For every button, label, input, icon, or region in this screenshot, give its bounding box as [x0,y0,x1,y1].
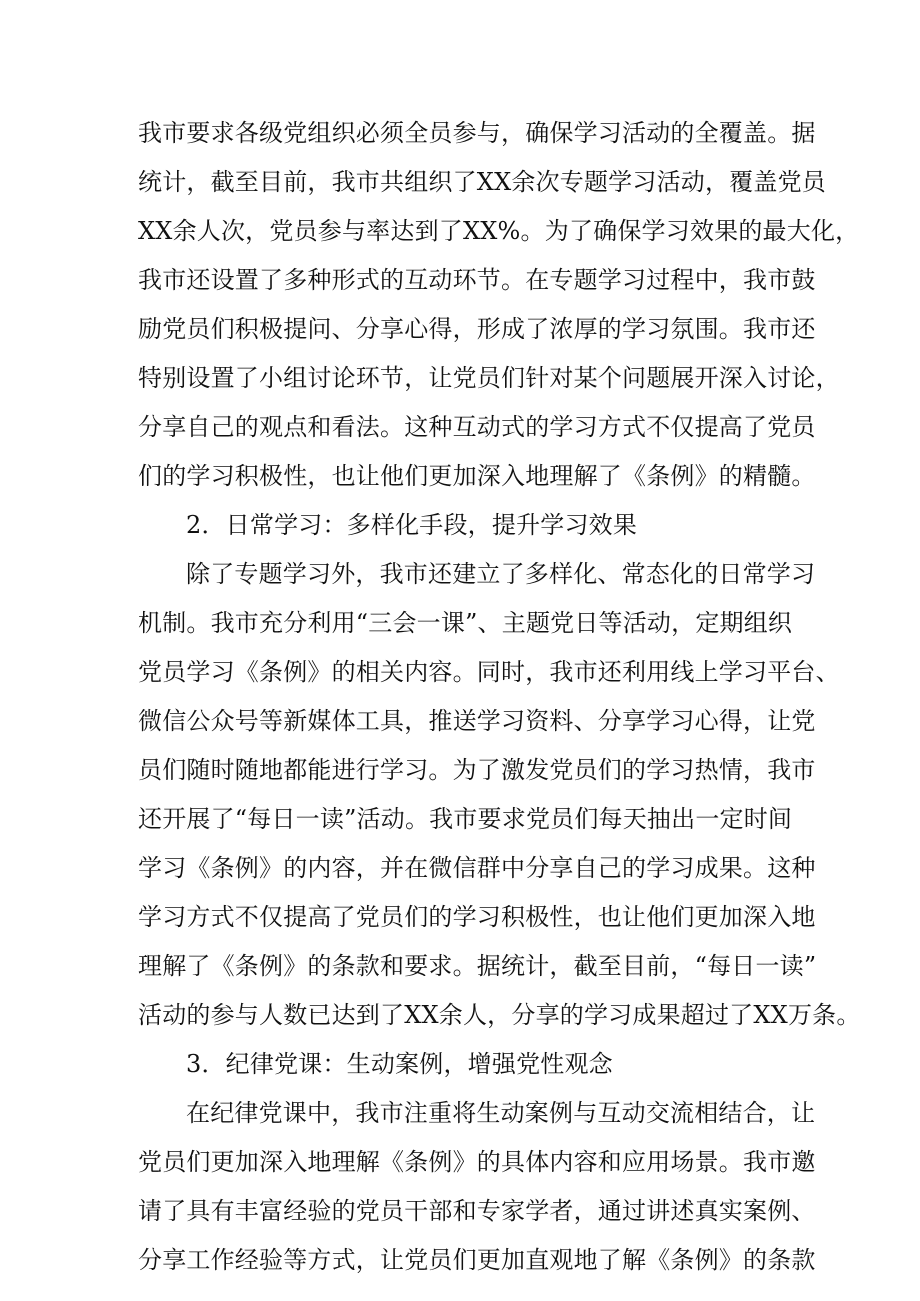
paragraph-line: 机制。我市充分利用“三会一课”、主题党日等活动，定期组织 [138,609,793,637]
paragraph-line: 学习方式不仅提高了党员们的学习积极性，也让他们更加深入地 [138,903,816,931]
paragraph-line: 们的学习积极性，也让他们更加深入地理解了《条例》的精髓。 [138,462,816,490]
paragraph-line: 理解了《条例》的条款和要求。据统计，截至目前，“每日一读” [138,952,817,980]
paragraph-line: 活动的参与人数已达到了XX余人，分享的学习成果超过了XX万条。 [138,1001,861,1029]
paragraph-line: 分享工作经验等方式，让党员们更加直观地了解《条例》的条款 [138,1246,816,1274]
paragraph-line: 励党员们积极提问、分享心得，形成了浓厚的学习氛围。我市还 [138,315,816,343]
paragraph-line: 特别设置了小组讨论环节，让党员们针对某个问题展开深入讨论， [138,364,840,392]
document-page [138,109,861,1285]
section-heading: 2．日常学习：多样化手段，提升学习效果 [186,511,638,539]
paragraph-line: 党员学习《条例》的相关内容。同时，我市还利用线上学习平台、 [138,658,840,686]
paragraph-line: 除了专题学习外，我市还建立了多样化、常态化的日常学习 [186,560,816,588]
paragraph-line: XX余人次，党员参与率达到了XX%。为了确保学习效果的最大化， [138,217,860,245]
paragraph-line: 党员们更加深入地理解《条例》的具体内容和应用场景。我市邀 [138,1148,816,1176]
paragraph-line: 统计，截至目前，我市共组织了XX余次专题学习活动，覆盖党员 [138,168,826,196]
paragraph-line: 分享自己的观点和看法。这种互动式的学习方式不仅提高了党员 [138,413,816,441]
paragraph-line: 微信公众号等新媒体工具，推送学习资料、分享学习心得，让党 [138,707,816,735]
paragraph-line: 员们随时随地都能进行学习。为了激发党员们的学习热情，我市 [138,756,816,784]
paragraph-line: 在纪律党课中，我市注重将生动案例与互动交流相结合，让 [186,1099,816,1127]
paragraph-line: 我市还设置了多种形式的互动环节。在专题学习过程中，我市鼓 [138,266,816,294]
paragraph-line: 我市要求各级党组织必须全员参与，确保学习活动的全覆盖。据 [138,119,816,147]
paragraph-line: 还开展了“每日一读”活动。我市要求党员们每天抽出一定时间 [138,805,793,833]
paragraph-line: 学习《条例》的内容，并在微信群中分享自己的学习成果。这种 [138,854,816,882]
paragraph-line: 请了具有丰富经验的党员干部和专家学者，通过讲述真实案例、 [138,1197,816,1225]
section-heading: 3．纪律党课：生动案例，增强党性观念 [186,1050,613,1078]
